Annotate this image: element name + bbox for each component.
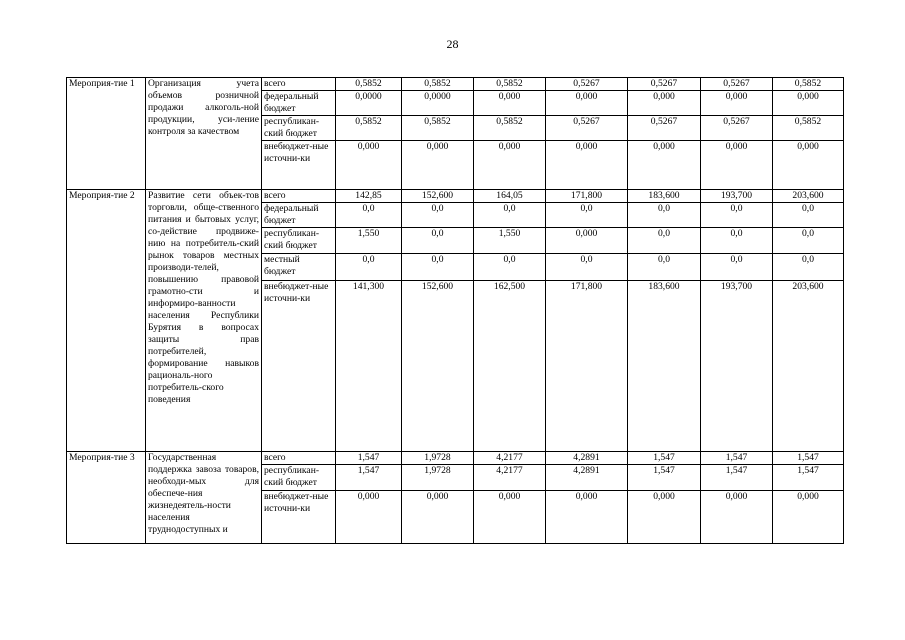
funding-value: 142,85 xyxy=(336,190,402,203)
funding-value: 0,0 xyxy=(701,203,773,228)
funding-value: 0,000 xyxy=(773,141,844,190)
funding-value: 0,0 xyxy=(628,203,701,228)
funding-value: 0,5852 xyxy=(402,116,474,141)
funding-value: 0,000 xyxy=(474,91,546,116)
funding-value: 0,0 xyxy=(474,203,546,228)
funding-value: 0,0 xyxy=(336,203,402,228)
funding-value: 1,547 xyxy=(701,452,773,465)
funding-value: 1,547 xyxy=(773,452,844,465)
funding-value: 164,05 xyxy=(474,190,546,203)
table-row xyxy=(67,78,844,91)
funding-value: 0,000 xyxy=(546,491,628,544)
funding-source: республикан-ский бюджет xyxy=(262,465,336,491)
funding-value: 0,5267 xyxy=(628,78,701,91)
funding-value: 183,600 xyxy=(628,281,701,452)
funding-value: 0,5852 xyxy=(773,116,844,141)
funding-value: 203,600 xyxy=(773,281,844,452)
funding-value: 0,5852 xyxy=(336,116,402,141)
funding-value: 152,600 xyxy=(402,281,474,452)
funding-value: 0,5852 xyxy=(474,78,546,91)
funding-value: 0,0 xyxy=(628,228,701,254)
funding-value: 1,547 xyxy=(628,452,701,465)
funding-value: 171,800 xyxy=(546,190,628,203)
funding-value: 1,547 xyxy=(773,465,844,491)
funding-value: 193,700 xyxy=(701,281,773,452)
funding-value: 171,800 xyxy=(546,281,628,452)
funding-source: всего xyxy=(262,452,336,465)
funding-value: 1,547 xyxy=(701,465,773,491)
funding-source: внебюджет-ные источни-ки xyxy=(262,141,336,190)
measure-description: Организация учета объемов розничной продажи алкоголь-ной продукции, уси-ление контроля за качеством xyxy=(146,78,262,190)
funding-value: 0,0 xyxy=(773,203,844,228)
funding-value: 0,5852 xyxy=(474,116,546,141)
funding-value: 0,5852 xyxy=(402,78,474,91)
funding-value: 0,5852 xyxy=(773,78,844,91)
funding-value: 4,2891 xyxy=(546,465,628,491)
funding-value: 0,000 xyxy=(701,491,773,544)
funding-value: 0,5267 xyxy=(546,116,628,141)
funding-value: 0,000 xyxy=(546,141,628,190)
funding-value: 152,600 xyxy=(402,190,474,203)
budget-table-body xyxy=(67,78,844,544)
funding-value: 0,000 xyxy=(546,91,628,116)
funding-value: 1,547 xyxy=(628,465,701,491)
funding-value: 162,500 xyxy=(474,281,546,452)
funding-value: 4,2177 xyxy=(474,452,546,465)
funding-value: 0,000 xyxy=(628,141,701,190)
measure-name: Мероприя-тие 3 xyxy=(67,452,146,544)
funding-value: 0,5852 xyxy=(336,78,402,91)
funding-value: 0,000 xyxy=(402,141,474,190)
funding-value: 0,5267 xyxy=(628,116,701,141)
funding-value: 0,000 xyxy=(773,491,844,544)
table-row xyxy=(67,190,844,203)
funding-value: 1,550 xyxy=(336,228,402,254)
funding-value: 0,0000 xyxy=(336,91,402,116)
funding-value: 0,000 xyxy=(628,91,701,116)
funding-value: 183,600 xyxy=(628,190,701,203)
funding-source: всего xyxy=(262,78,336,91)
funding-value: 0,0 xyxy=(628,254,701,281)
funding-value: 4,2177 xyxy=(474,465,546,491)
funding-value: 193,700 xyxy=(701,190,773,203)
measure-description: Развитие сети объек-тов торговли, обще-ственного питания и бытовых услуг, со-действие продвиже-нию на потребитель-ский рынок товаров местных производи-телей, повышению правовой грамотно-сти и информиро-ванности населения Республики Бурятия в вопросах защиты прав потребителей, формирование навыков рациональ-ного потребитель-ского поведения xyxy=(146,190,262,452)
funding-value: 203,600 xyxy=(773,190,844,203)
table-row xyxy=(67,452,844,465)
funding-value: 0,0 xyxy=(402,254,474,281)
measure-name: Мероприя-тие 2 xyxy=(67,190,146,452)
funding-value: 0,0000 xyxy=(402,91,474,116)
funding-value: 1,9728 xyxy=(402,465,474,491)
funding-value: 0,0 xyxy=(701,228,773,254)
funding-value: 0,0 xyxy=(336,254,402,281)
funding-value: 0,000 xyxy=(474,141,546,190)
funding-value: 0,000 xyxy=(336,141,402,190)
funding-value: 0,000 xyxy=(701,141,773,190)
funding-value: 0,0 xyxy=(701,254,773,281)
budget-table xyxy=(66,77,844,544)
funding-value: 0,000 xyxy=(474,491,546,544)
measure-name: Мероприя-тие 1 xyxy=(67,78,146,190)
funding-value: 0,000 xyxy=(701,91,773,116)
measure-description: Государственная поддержка завоза товаров, необходи-мых для обеспече-ния жизнедеятель-ности населения труднодоступных и xyxy=(146,452,262,544)
funding-source: всего xyxy=(262,190,336,203)
funding-value: 0,000 xyxy=(773,91,844,116)
funding-value: 0,0 xyxy=(773,254,844,281)
funding-source: республикан-ский бюджет xyxy=(262,228,336,254)
funding-source: республикан-ский бюджет xyxy=(262,116,336,141)
funding-source: внебюджет-ные источни-ки xyxy=(262,281,336,452)
funding-value: 0,0 xyxy=(474,254,546,281)
funding-source: внебюджет-ные источни-ки xyxy=(262,491,336,544)
funding-value: 0,0 xyxy=(402,203,474,228)
funding-value: 1,547 xyxy=(336,452,402,465)
funding-value: 1,550 xyxy=(474,228,546,254)
funding-value: 1,547 xyxy=(336,465,402,491)
funding-source: федеральный бюджет xyxy=(262,203,336,228)
funding-value: 0,000 xyxy=(546,228,628,254)
page-number: 28 xyxy=(446,37,459,51)
funding-value: 4,2891 xyxy=(546,452,628,465)
funding-value: 0,5267 xyxy=(701,116,773,141)
funding-value: 0,5267 xyxy=(701,78,773,91)
funding-value: 0,0 xyxy=(402,228,474,254)
funding-value: 0,0 xyxy=(546,203,628,228)
funding-source: местный бюджет xyxy=(262,254,336,281)
funding-value: 0,5267 xyxy=(546,78,628,91)
funding-value: 0,000 xyxy=(402,491,474,544)
funding-value: 0,000 xyxy=(628,491,701,544)
funding-value: 1,9728 xyxy=(402,452,474,465)
funding-source: федеральный бюджет xyxy=(262,91,336,116)
funding-value: 141,300 xyxy=(336,281,402,452)
funding-value: 0,000 xyxy=(336,491,402,544)
funding-value: 0,0 xyxy=(546,254,628,281)
funding-value: 0,0 xyxy=(773,228,844,254)
